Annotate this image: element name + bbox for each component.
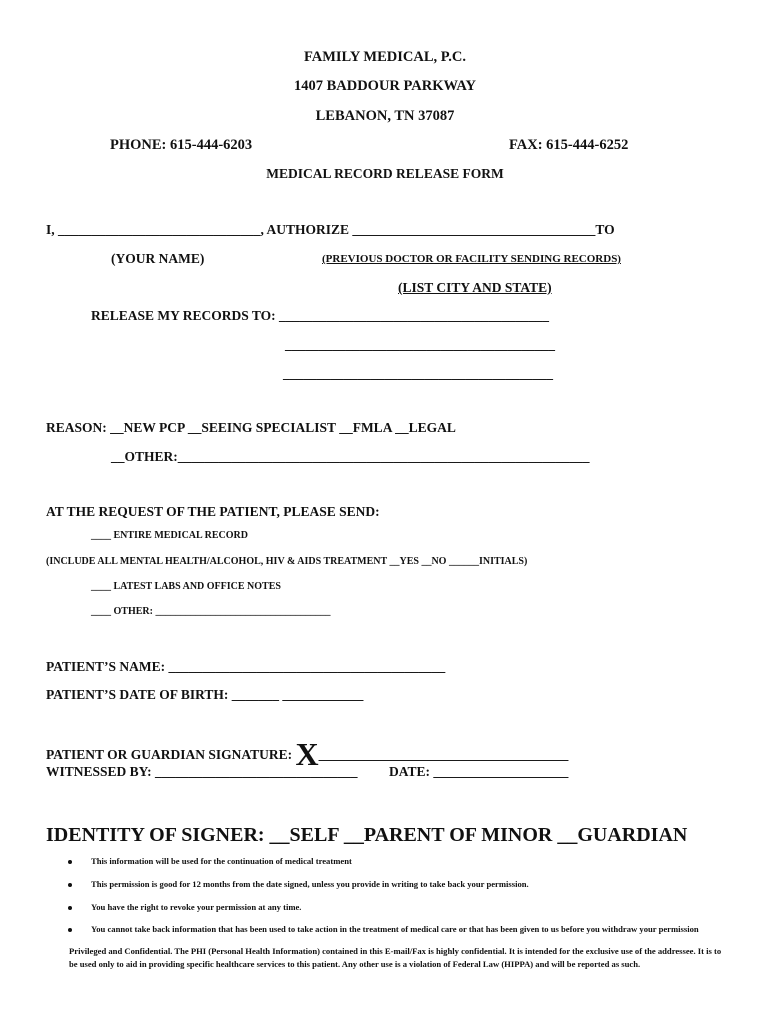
labs-notes-option[interactable]: ____ LATEST LABS AND OFFICE NOTES	[91, 581, 281, 592]
form-title: MEDICAL RECORD RELEASE FORM	[266, 166, 504, 181]
phone-number: PHONE: 615-444-6203	[110, 137, 253, 153]
identity-of-signer[interactable]: IDENTITY OF SIGNER: __SELF __PARENT OF MINOR __GUARDIAN	[46, 824, 688, 846]
bullet-dot-2	[68, 883, 72, 887]
release-line-2[interactable]: ________________________________________	[285, 337, 555, 352]
authorize-line[interactable]: I, ______________________________, AUTHORIZE ____________________________________TO	[46, 222, 615, 237]
reason-other[interactable]: __OTHER:_____________________________________________________________	[111, 449, 590, 464]
signature-line[interactable]: _____________________________________	[318, 747, 569, 762]
address-line-2: LEBANON, TN 37087	[315, 108, 455, 124]
bullet-item-1: This information will be used for the continuation of medical treatment	[91, 856, 352, 866]
patient-name-field[interactable]: PATIENT’S NAME: _________________________________________	[46, 659, 446, 674]
fax-number: FAX: 615-444-6252	[509, 137, 629, 153]
patient-dob-field[interactable]: PATIENT’S DATE OF BIRTH: _______ ____________	[46, 687, 364, 702]
practice-name: FAMILY MEDICAL, P.C.	[303, 49, 467, 65]
release-records-to[interactable]: RELEASE MY RECORDS TO: ________________________________________	[91, 308, 550, 323]
date-field[interactable]: DATE: ____________________	[389, 764, 569, 779]
witnessed-by-field[interactable]: WITNESSED BY: ______________________________	[46, 764, 358, 779]
your-name-label: (YOUR NAME)	[111, 251, 205, 266]
bullet-dot-3	[68, 906, 72, 910]
reason-options[interactable]: REASON: __NEW PCP __SEEING SPECIALIST __FMLA __LEGAL	[46, 420, 456, 435]
entire-medical-record-option[interactable]: ____ ENTIRE MEDICAL RECORD	[91, 530, 248, 541]
other-records-option[interactable]: ____ OTHER: ___________________________________	[91, 606, 331, 617]
list-city-state-label: (LIST CITY AND STATE)	[398, 280, 552, 295]
previous-doctor-label: (PREVIOUS DOCTOR OR FACILITY SENDING RECORDS)	[322, 253, 621, 265]
address-line-1: 1407 BADDOUR PARKWAY	[293, 78, 477, 94]
bullet-item-3: You have the right to revoke your permission at any time.	[91, 902, 302, 912]
signature-x-mark: X	[295, 736, 319, 772]
bullet-item-2: This permission is good for 12 months from the date signed, unless you provide in writing to take back your permission.	[91, 879, 529, 889]
bullet-item-4: You cannot take back information that has been used to take action in the treatment of medical care or that has been given to us before you withdraw your permission	[91, 924, 699, 934]
include-sensitive-records-line[interactable]: (INCLUDE ALL MENTAL HEALTH/ALCOHOL, HIV & AIDS TREATMENT __YES __NO ______INITIALS)	[46, 556, 528, 567]
signature-label: PATIENT OR GUARDIAN SIGNATURE:	[46, 747, 296, 762]
bullet-dot-1	[68, 860, 72, 864]
bullet-dot-4	[68, 928, 72, 932]
request-heading: AT THE REQUEST OF THE PATIENT, PLEASE SEND:	[46, 504, 380, 519]
release-line-3[interactable]: ________________________________________	[283, 366, 553, 381]
confidentiality-notice: Privileged and Confidential. The PHI (Personal Health Information) contained in this E-mail/Fax is highly confidential. It is intended for the exclusive use of the addressee. It is to be used only to aid in providing specific healthcare services to this patient. Any other use is a violation of Federal Law (HIPPA) and will be reported as such.	[69, 946, 722, 969]
